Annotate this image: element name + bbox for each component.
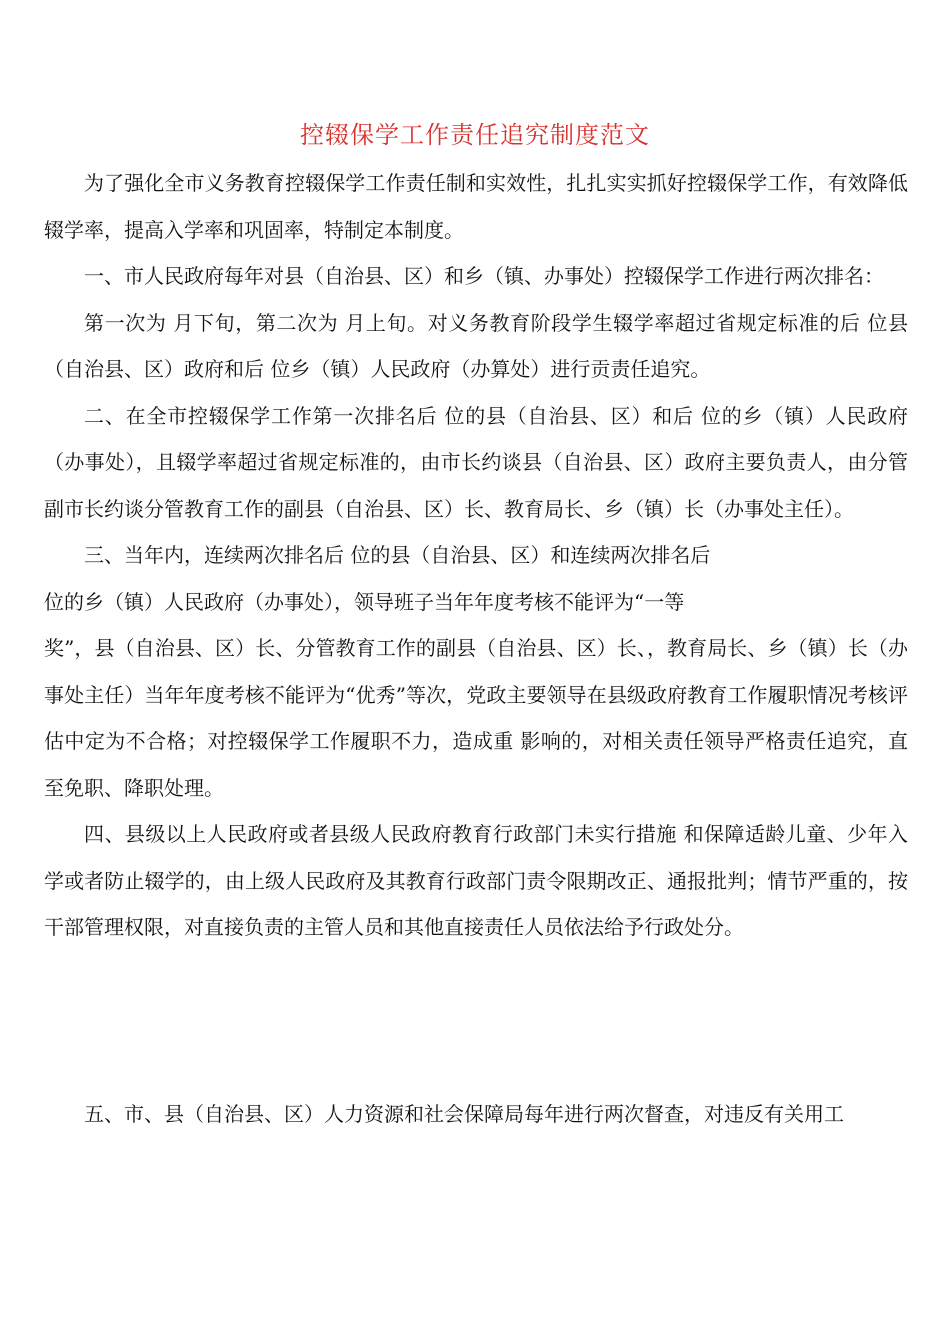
- paragraph-article-5: 五、市、县（自治县、区）人力资源和社会保障局每年进行两次督查，对违反有关用工: [84, 1101, 844, 1126]
- paragraph-article-3-line-3: 奖”，县（自治县、区）长、分管教育工作的副县（自治县、区）长、，教育局长、乡（镇）长（办事处主任）当年年度考核不能评为“优秀”等次，党政主要领导在县级政府教育工作履职情况考核评估中定为不合格；对控辍保学工作履职不力，造成重 影响的，对相关责任领导严格责任追究，直至免职、降职处理。: [44, 636, 908, 800]
- paragraph-article-4: 四、县级以上人民政府或者县级人民政府教育行政部门未实行措施 和保障适龄儿童、少年入学或者防止辍学的，由上级人民政府及其教育行政部门责令限期改正、通报批判；情节严重的，按干部管理权限，对直接负责的主管人员和其他直接责任人员依法给予行政处分。: [44, 822, 908, 939]
- paragraph-article-1: 一、市人民政府每年对县（自治县、区）和乡（镇、办事处）控辍保学工作进行两次排名：: [84, 264, 884, 288]
- paragraph-intro: 为了强化全市义务教育控辍保学工作责任制和实效性，扎扎实实抓好控辍保学工作，有效降低辍学率，提高入学率和巩固率，特制定本制度。: [44, 171, 908, 242]
- paragraph-article-3-line-1: 三、当年内，连续两次排名后 位的县（自治县、区）和连续两次排名后: [84, 543, 711, 567]
- paragraph-article-3-line-2: 位的乡（镇）人民政府（办事处），领导班子当年年度考核不能评为“一等: [44, 589, 685, 614]
- paragraph-article-1-detail: 第一次为 月下旬，第二次为 月上旬。对义务教育阶段学生辍学率超过省规定标准的后 位县（自治县、区）政府和后 位乡（镇）人民政府（办算处）进行贡责任追究。: [44, 310, 908, 381]
- document-body: [44, 160, 908, 1137]
- paragraph-article-2: 二、在全市控辍保学工作第一次排名后 位的县（自治县、区）和后 位的乡（镇）人民政府（办事处），且辍学率超过省规定标准的，由市长约谈县（自治县、区）政府主要负责人，由分管副市长约谈分管教育工作的副县（自治县、区）长、教育局长、乡（镇）长（办事处主任）。: [44, 403, 908, 521]
- document-title: 控辍保学工作责任追究制度范文: [300, 121, 650, 149]
